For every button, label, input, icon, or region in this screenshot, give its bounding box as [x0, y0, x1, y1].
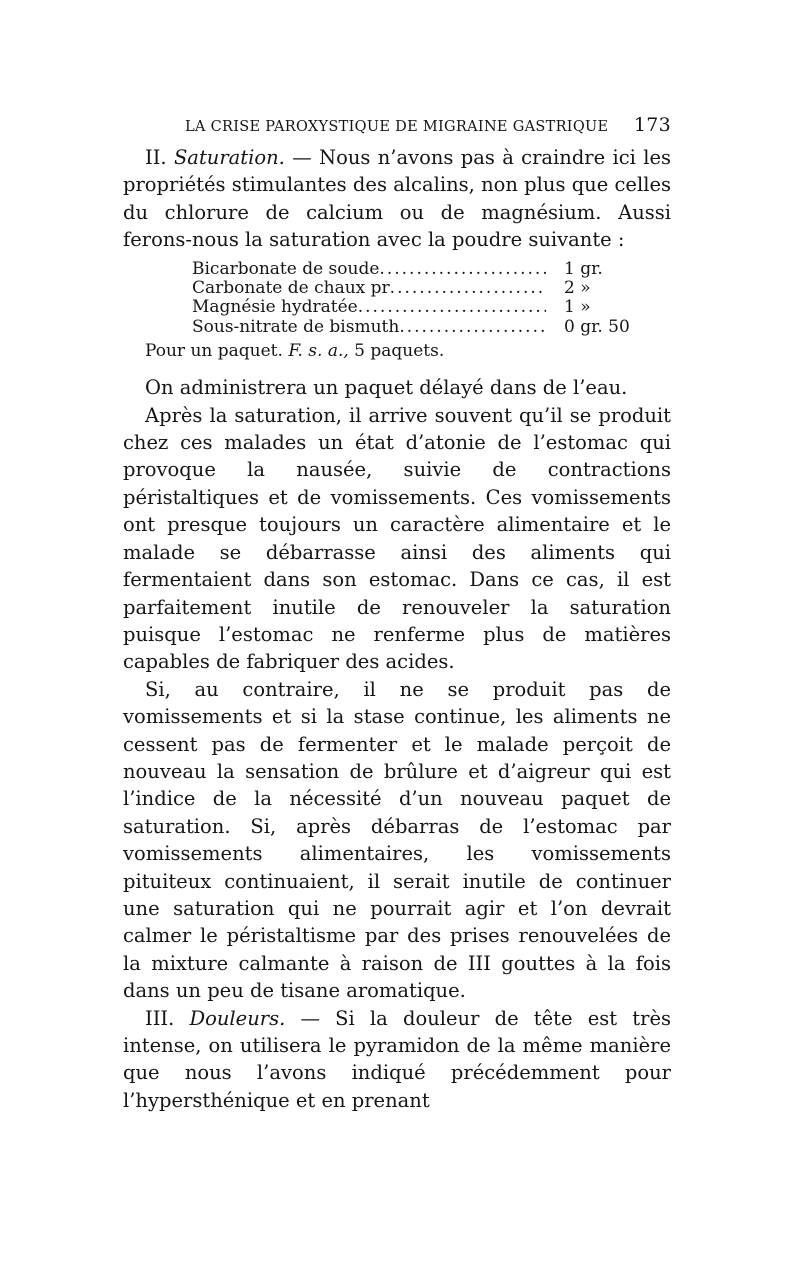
section-number: II.	[145, 146, 167, 169]
body-paragraph: On administrera un paquet délayé dans de l’eau.	[145, 376, 628, 400]
ingredient-quantity: 1 gr.	[564, 258, 603, 279]
section-title: Saturation.	[173, 146, 285, 169]
section-number: III.	[145, 1006, 175, 1030]
leader-dots	[379, 260, 546, 279]
ingredient-quantity: 0 gr. 50	[564, 316, 630, 337]
page-number: 173	[633, 114, 671, 136]
prescription-after: 5 paquets.	[348, 341, 445, 362]
body-paragraph: Si, au contraire, il ne se produit pas de vomissements et si la stase continue, les aliments ne cessent pas de fermenter et le malade perçoit de nouveau la sensation de brûlure et d’aigreur qui est l’indice de la nécessité d’un nouveau paquet de saturation. Si, après débarras de l’estomac par vomissements alimentaires, les vomissements pituiteux continuaient, il serait inutile de continuer une saturation qui ne pourrait agir et l’on devrait calmer le péristaltisme par des prises renouvelées de la mixture calmante à raison de III gouttes à la fois dans un peu de tisane aromatique.	[123, 677, 671, 1003]
ingredient-name: Carbonate de chaux pr	[192, 278, 390, 299]
ingredient-quantity: 2 »	[564, 278, 591, 299]
ingredient-name: Sous-nitrate de bismuth	[192, 316, 400, 337]
prescription-abbrev: F. s. a.,	[288, 341, 349, 362]
recipe-row	[192, 260, 632, 279]
recipe-row	[192, 318, 632, 337]
body-paragraph: Après la saturation, il arrive souvent qu’il se produit chez ces malades un état d’atonie de l’estomac qui provoque la nausée, suivie de contractions péristaltiques et de vomissements. Ces vomissements ont presque toujours un caractère alimentaire et le malade se débarrasse ainsi des aliments qui fermentaient dans son estomac. Dans ce cas, il est parfaitement inutile de renouveler la saturation puisque l’estomac ne renferme plus de matières capables de fabriquer des acides.	[123, 403, 671, 674]
recipe-list	[192, 260, 632, 338]
leader-dots	[399, 318, 546, 337]
running-title: LA CRISE PAROXYSTIQUE DE MIGRAINE GASTRIQUE	[185, 119, 609, 135]
prescription-before: Pour un paquet.	[145, 341, 289, 362]
leader-dots	[390, 279, 546, 298]
leader-dots	[358, 298, 546, 317]
book-page	[123, 114, 671, 1114]
recipe-row	[192, 279, 632, 298]
ingredient-name: Bicarbonate de soude	[192, 258, 380, 279]
recipe-row	[192, 298, 632, 317]
section-douleurs-paragraph	[123, 1005, 671, 1115]
running-header	[123, 114, 671, 144]
section-text: — Si la douleur de tête est très intense, on utilisera le pyramidon de la même manière que nous l’avons indiqué précédemment pour l’hypersthénique et en prenant	[123, 1006, 671, 1112]
ingredient-quantity: 1 »	[564, 297, 591, 318]
section-text: — Nous n’avons pas à craindre ici les propriétés stimulantes des alcalins, non plus que celles du chlorure de calcium ou de magnésium. Aussi ferons-nous la saturation avec la poudre suivante :	[123, 146, 672, 252]
ingredient-name: Magnésie hydratée	[192, 297, 358, 318]
prescription-line	[145, 341, 671, 362]
section-saturation-paragraph	[123, 144, 671, 254]
section-title: Douleurs.	[189, 1006, 286, 1030]
